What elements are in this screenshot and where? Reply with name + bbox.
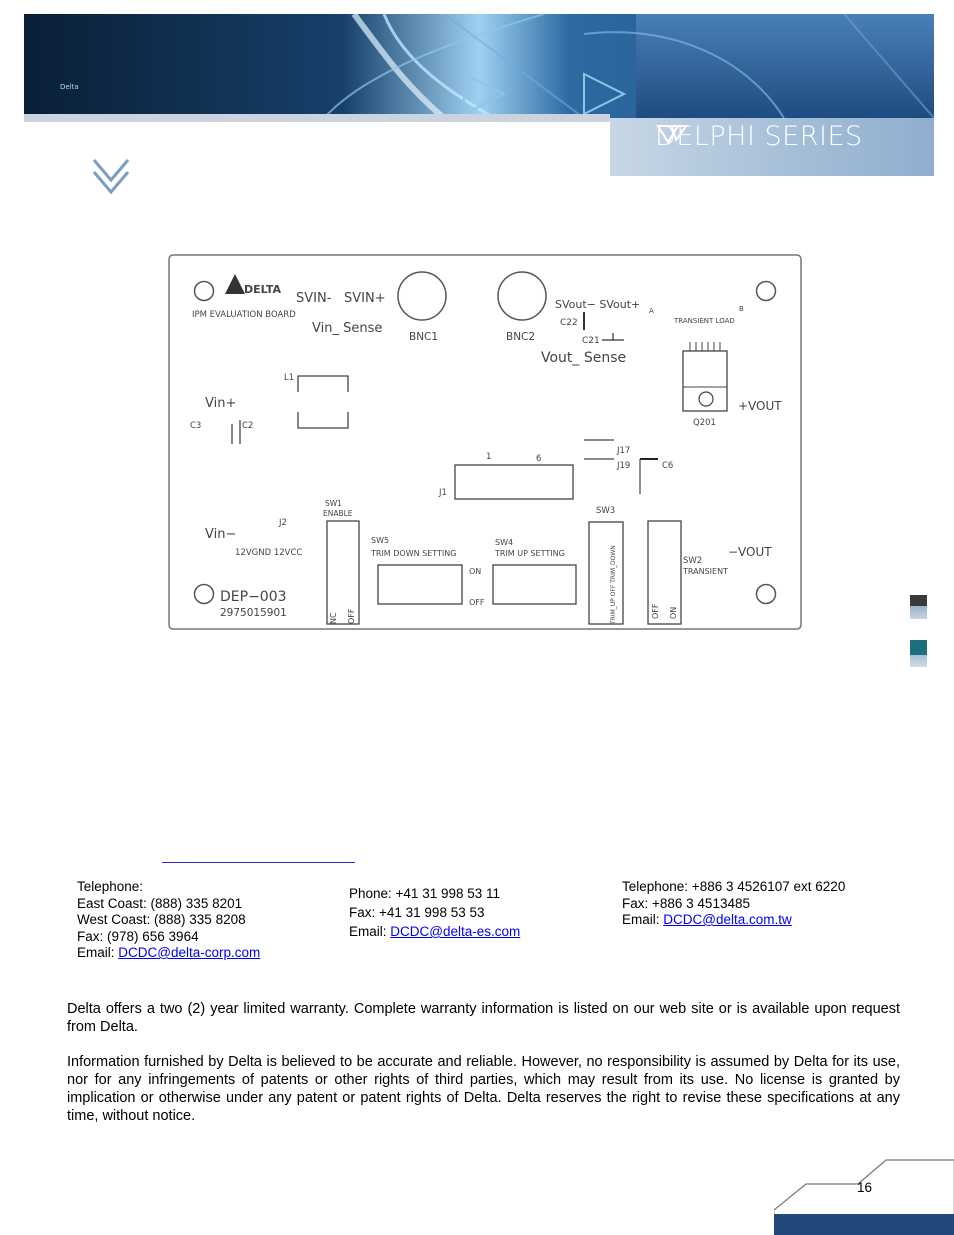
- asia-telephone: Telephone: +886 3 4526107 ext 6220: [622, 879, 846, 894]
- board-c2: C2: [242, 421, 254, 431]
- europe-email-link[interactable]: DCDC@delta-es.com: [390, 924, 521, 939]
- board-sw2: SW2: [683, 556, 703, 566]
- contact-asia: [622, 879, 922, 929]
- board-vout-minus: −VOUT: [728, 545, 772, 559]
- board-c6: C6: [662, 461, 674, 471]
- board-sw5: SW5: [371, 536, 390, 545]
- board-j1: J1: [439, 488, 447, 498]
- board-sw4: SW4: [495, 538, 514, 547]
- board-off-label: OFF: [469, 598, 485, 607]
- chevron-down-icon: [92, 158, 130, 194]
- contact-europe: [349, 884, 599, 941]
- europe-email-row: Email: DCDC@delta-es.com: [349, 924, 521, 939]
- board-c21: C21: [582, 336, 600, 346]
- board-transient: TRANSIENT: [683, 567, 728, 576]
- board-nc: NC: [329, 612, 338, 624]
- board-a: A: [649, 307, 654, 315]
- evaluation-board-drawing: [168, 254, 802, 630]
- warranty-paragraph: Delta offers a two (2) year limited warranty. Complete warranty information is listed on our web site or is available upon request from Delta.: [67, 1001, 900, 1035]
- usa-telephone-label: Telephone:: [77, 879, 144, 894]
- board-svout: SVout− SVout+: [555, 298, 641, 311]
- board-svin-minus: SVIN-: [296, 291, 332, 306]
- usa-email-row: Email: DCDC@delta-corp.com: [77, 945, 261, 960]
- board-vin-minus: Vin−: [205, 527, 237, 542]
- delphi-series-title: DELPHI SERIES: [655, 121, 863, 152]
- board-ipm-label: IPM EVALUATION BOARD: [192, 310, 296, 320]
- side-tab-dark: [910, 595, 927, 619]
- board-l1: L1: [284, 373, 295, 383]
- section-divider: [162, 862, 355, 863]
- board-delta-logo: DELTA: [244, 283, 281, 296]
- board-vin-plus: Vin+: [205, 396, 237, 411]
- board-on-label: ON: [469, 567, 482, 576]
- banner-small-logo: Delta: [60, 83, 79, 91]
- board-gnd-vcc: 12VGND 12VCC: [235, 548, 303, 558]
- board-sw3: SW3: [596, 506, 616, 516]
- board-q201: Q201: [693, 418, 716, 428]
- board-bnc1: BNC1: [409, 331, 439, 343]
- board-b: B: [739, 305, 744, 313]
- usa-east-coast: East Coast: (888) 335 8201: [77, 895, 243, 911]
- banner-underline: [24, 114, 610, 122]
- board-trim-down: TRIM DOWN SETTING: [371, 549, 457, 558]
- header-banner: [24, 14, 934, 118]
- usa-west-coast: West Coast: (888) 335 8208: [77, 912, 246, 927]
- asia-email-row: Email: DCDC@delta.com.tw: [622, 912, 792, 927]
- page-number: 16: [857, 1180, 873, 1195]
- europe-phone: Phone: +41 31 998 53 11: [349, 886, 501, 901]
- board-dep: DEP−003: [220, 589, 287, 605]
- board-transient-load: TRANSIENT LOAD: [674, 317, 735, 325]
- board-vin-sense: Vin_ Sense: [312, 321, 383, 336]
- board-trim-up: TRIM UP SETTING: [495, 549, 565, 558]
- usa-fax: Fax: (978) 656 3964: [77, 928, 199, 944]
- board-svin-plus: SVIN+: [344, 291, 386, 306]
- board-off-sw2: OFF: [651, 603, 660, 619]
- board-j17: J17: [617, 446, 631, 456]
- board-trim-sw3: TRIM_UP OFF TRIM_DOWN: [610, 545, 617, 624]
- board-on-sw2: ON: [669, 606, 678, 619]
- contact-usa: [77, 879, 327, 962]
- europe-fax: Fax: +41 31 998 53 53: [349, 905, 485, 920]
- board-pin1: 1: [486, 452, 492, 462]
- board-c3: C3: [190, 421, 202, 431]
- board-sw1: SW1: [325, 499, 342, 508]
- board-vout-plus: +VOUT: [738, 399, 782, 413]
- side-tab-teal: [910, 640, 927, 667]
- board-bnc2: BNC2: [506, 331, 536, 343]
- board-enable: ENABLE: [323, 509, 353, 518]
- disclaimer-paragraph: Information furnished by Delta is believed to be accurate and reliable. However, no responsibility is assumed by Delta for its use, nor for any infringements of patents or other rights of third parties, which may result from its use. No license is granted by implication or otherwise under any patent or patent rights of Delta. Delta reserves the right to revise these specifications at any time, without notice.: [67, 1054, 900, 1124]
- asia-fax: Fax: +886 3 4513485: [622, 895, 750, 911]
- usa-email-link[interactable]: DCDC@delta-corp.com: [118, 945, 261, 960]
- asia-email-link[interactable]: DCDC@delta.com.tw: [663, 912, 792, 927]
- board-off-sw1: OFF: [347, 608, 356, 624]
- board-pin6: 6: [536, 454, 542, 464]
- board-c22: C22: [560, 318, 578, 328]
- board-j19: J19: [617, 461, 631, 471]
- board-serial: 2975015901: [220, 607, 287, 619]
- footer-decoration: [774, 1158, 954, 1235]
- board-j2: J2: [279, 518, 287, 528]
- board-vout-sense: Vout_ Sense: [541, 350, 627, 366]
